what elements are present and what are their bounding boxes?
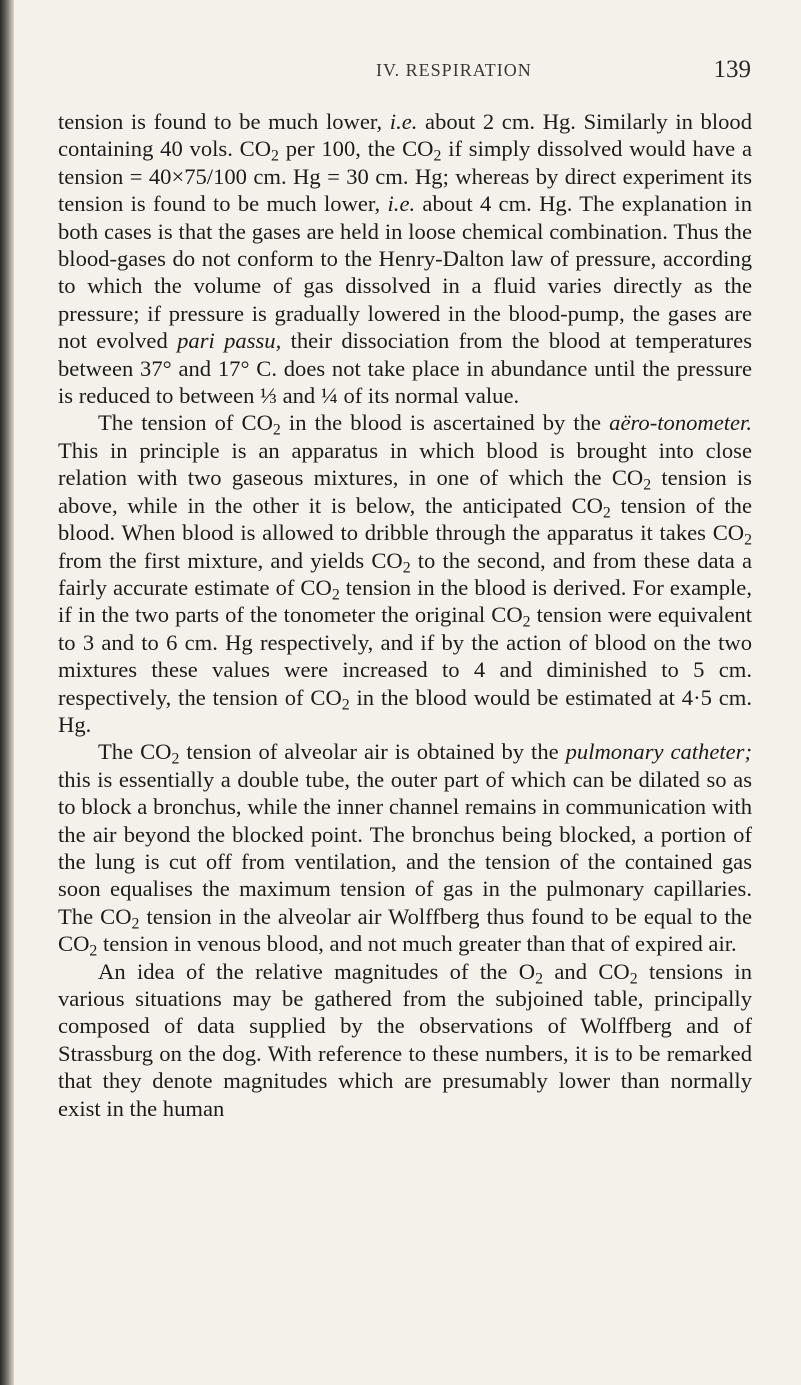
subscript: 2 (131, 915, 140, 933)
subscript: 2 (272, 421, 281, 439)
italic-text: i.e. (387, 191, 416, 217)
text-run: their dissociation from the blood at temperatures between 37° and 17° C. does not take place in abundance until the pressure is reduced to between ⅓ and ¼ of its normal value. (58, 328, 752, 409)
subscript: 2 (402, 558, 411, 576)
book-spine-shadow (0, 0, 14, 1385)
subscript: 2 (271, 147, 279, 165)
italic-text: pulmonary catheter; (565, 739, 753, 765)
text-run: The CO (98, 739, 172, 765)
text-run: in the blood is ascertained by the (280, 410, 610, 436)
page-header (376, 56, 751, 88)
text-run: if simply dissolved would have a tension = 40×75/100 cm. Hg = 30 cm. Hg; whereas by direct experiment its tension is found to be much lower, (58, 136, 752, 217)
italic-text: aëro-tonometer. (609, 410, 752, 436)
running-head: IV. RESPIRATION (376, 60, 532, 80)
text-run: tension were equivalent to 3 and to 6 cm. Hg respectively, and if by the action of blood on the two mixtures these values were increased to 4 and diminished to 5 cm. respectively, the tension of CO (58, 602, 753, 710)
text-run: tension in the blood is derived. For example, if in the two parts of the tonometer the original CO (58, 574, 752, 628)
paragraph-4 (58, 958, 752, 1122)
subscript: 2 (89, 942, 98, 960)
subscript: 2 (331, 586, 340, 604)
text-run: tension is above, while in the other it is below, the anticipated CO (58, 465, 752, 518)
text-run: tension of alveolar air is obtained by the (179, 739, 566, 765)
subscript: 2 (602, 504, 611, 522)
text-run: tension in venous blood, and not much greater than that of expired air. (97, 931, 737, 957)
paragraph-1 (58, 108, 752, 409)
body-text (58, 108, 752, 1122)
paragraph-2 (58, 409, 752, 738)
subscript: 2 (171, 750, 180, 768)
text-run: tensions in various situations may be gathered from the subjoined table, principally composed of data supplied by the observations of Wolffberg and of Strassburg on the dog. With reference to these numbers, it is to be remarked that they denote magnitudes which are presumably lower than normally exist in the human (58, 958, 752, 1121)
text-run: This in principle is an apparatus in which blood is brought into close relation with two gaseous mixtures, in one of which the CO (58, 437, 752, 491)
page-number: 139 (713, 56, 751, 83)
subscript: 2 (522, 613, 531, 631)
text-run: about 4 cm. Hg. The explanation in both cases is that the gases are held in loose chemical combination. Thus the blood-gases do not conform to the Henry-Dalton law of pressure, according to which the volume of gas dissolved in a fluid varies directly as the pressure; if pressure is gradually lowered in the blood-pump, the gases are not evolved (58, 191, 752, 354)
subscript: 2 (535, 970, 544, 988)
subscript: 2 (433, 147, 442, 165)
subscript: 2 (643, 476, 652, 494)
text-run: to the second, and from these data a fairly accurate estimate of CO (58, 547, 752, 600)
text-run: An idea of the relative magnitudes of the O (98, 958, 536, 984)
text-run: The tension of CO (98, 410, 273, 436)
text-run: tension is found to be much lower, (58, 109, 390, 134)
text-run: in the blood would be estimated at 4·5 cm. Hg. (58, 684, 752, 737)
subscript: 2 (744, 531, 752, 549)
subscript: 2 (629, 970, 638, 988)
text-run: tension of the blood. When blood is allowed to dribble through the apparatus it takes CO (58, 492, 752, 546)
subscript: 2 (341, 695, 350, 713)
text-run: this is essentially a double tube, the outer part of which can be dilated so as to block a bronchus, while the inner channel remains in communication with the air beyond the blocked point. The bronchus being blocked, a portion of the lung is cut off from ventilation, and the tension of the contained gas soon equalises the maximum tension of gas in the pulmonary capillaries. The CO (58, 766, 752, 929)
text-run: and CO (543, 958, 630, 984)
text-run: tension in the alveolar air Wolffberg thus found to be equal to the CO (58, 903, 752, 957)
text-run: from the first mixture, and yields CO (58, 547, 403, 573)
paragraph-3 (58, 738, 753, 960)
italic-text: pari passu, (177, 328, 282, 354)
italic-text: i.e. (389, 109, 418, 134)
text-run: per 100, the CO (278, 136, 434, 162)
text-run: about 2 cm. Hg. Similarly in blood containing 40 vols. CO (58, 109, 753, 162)
